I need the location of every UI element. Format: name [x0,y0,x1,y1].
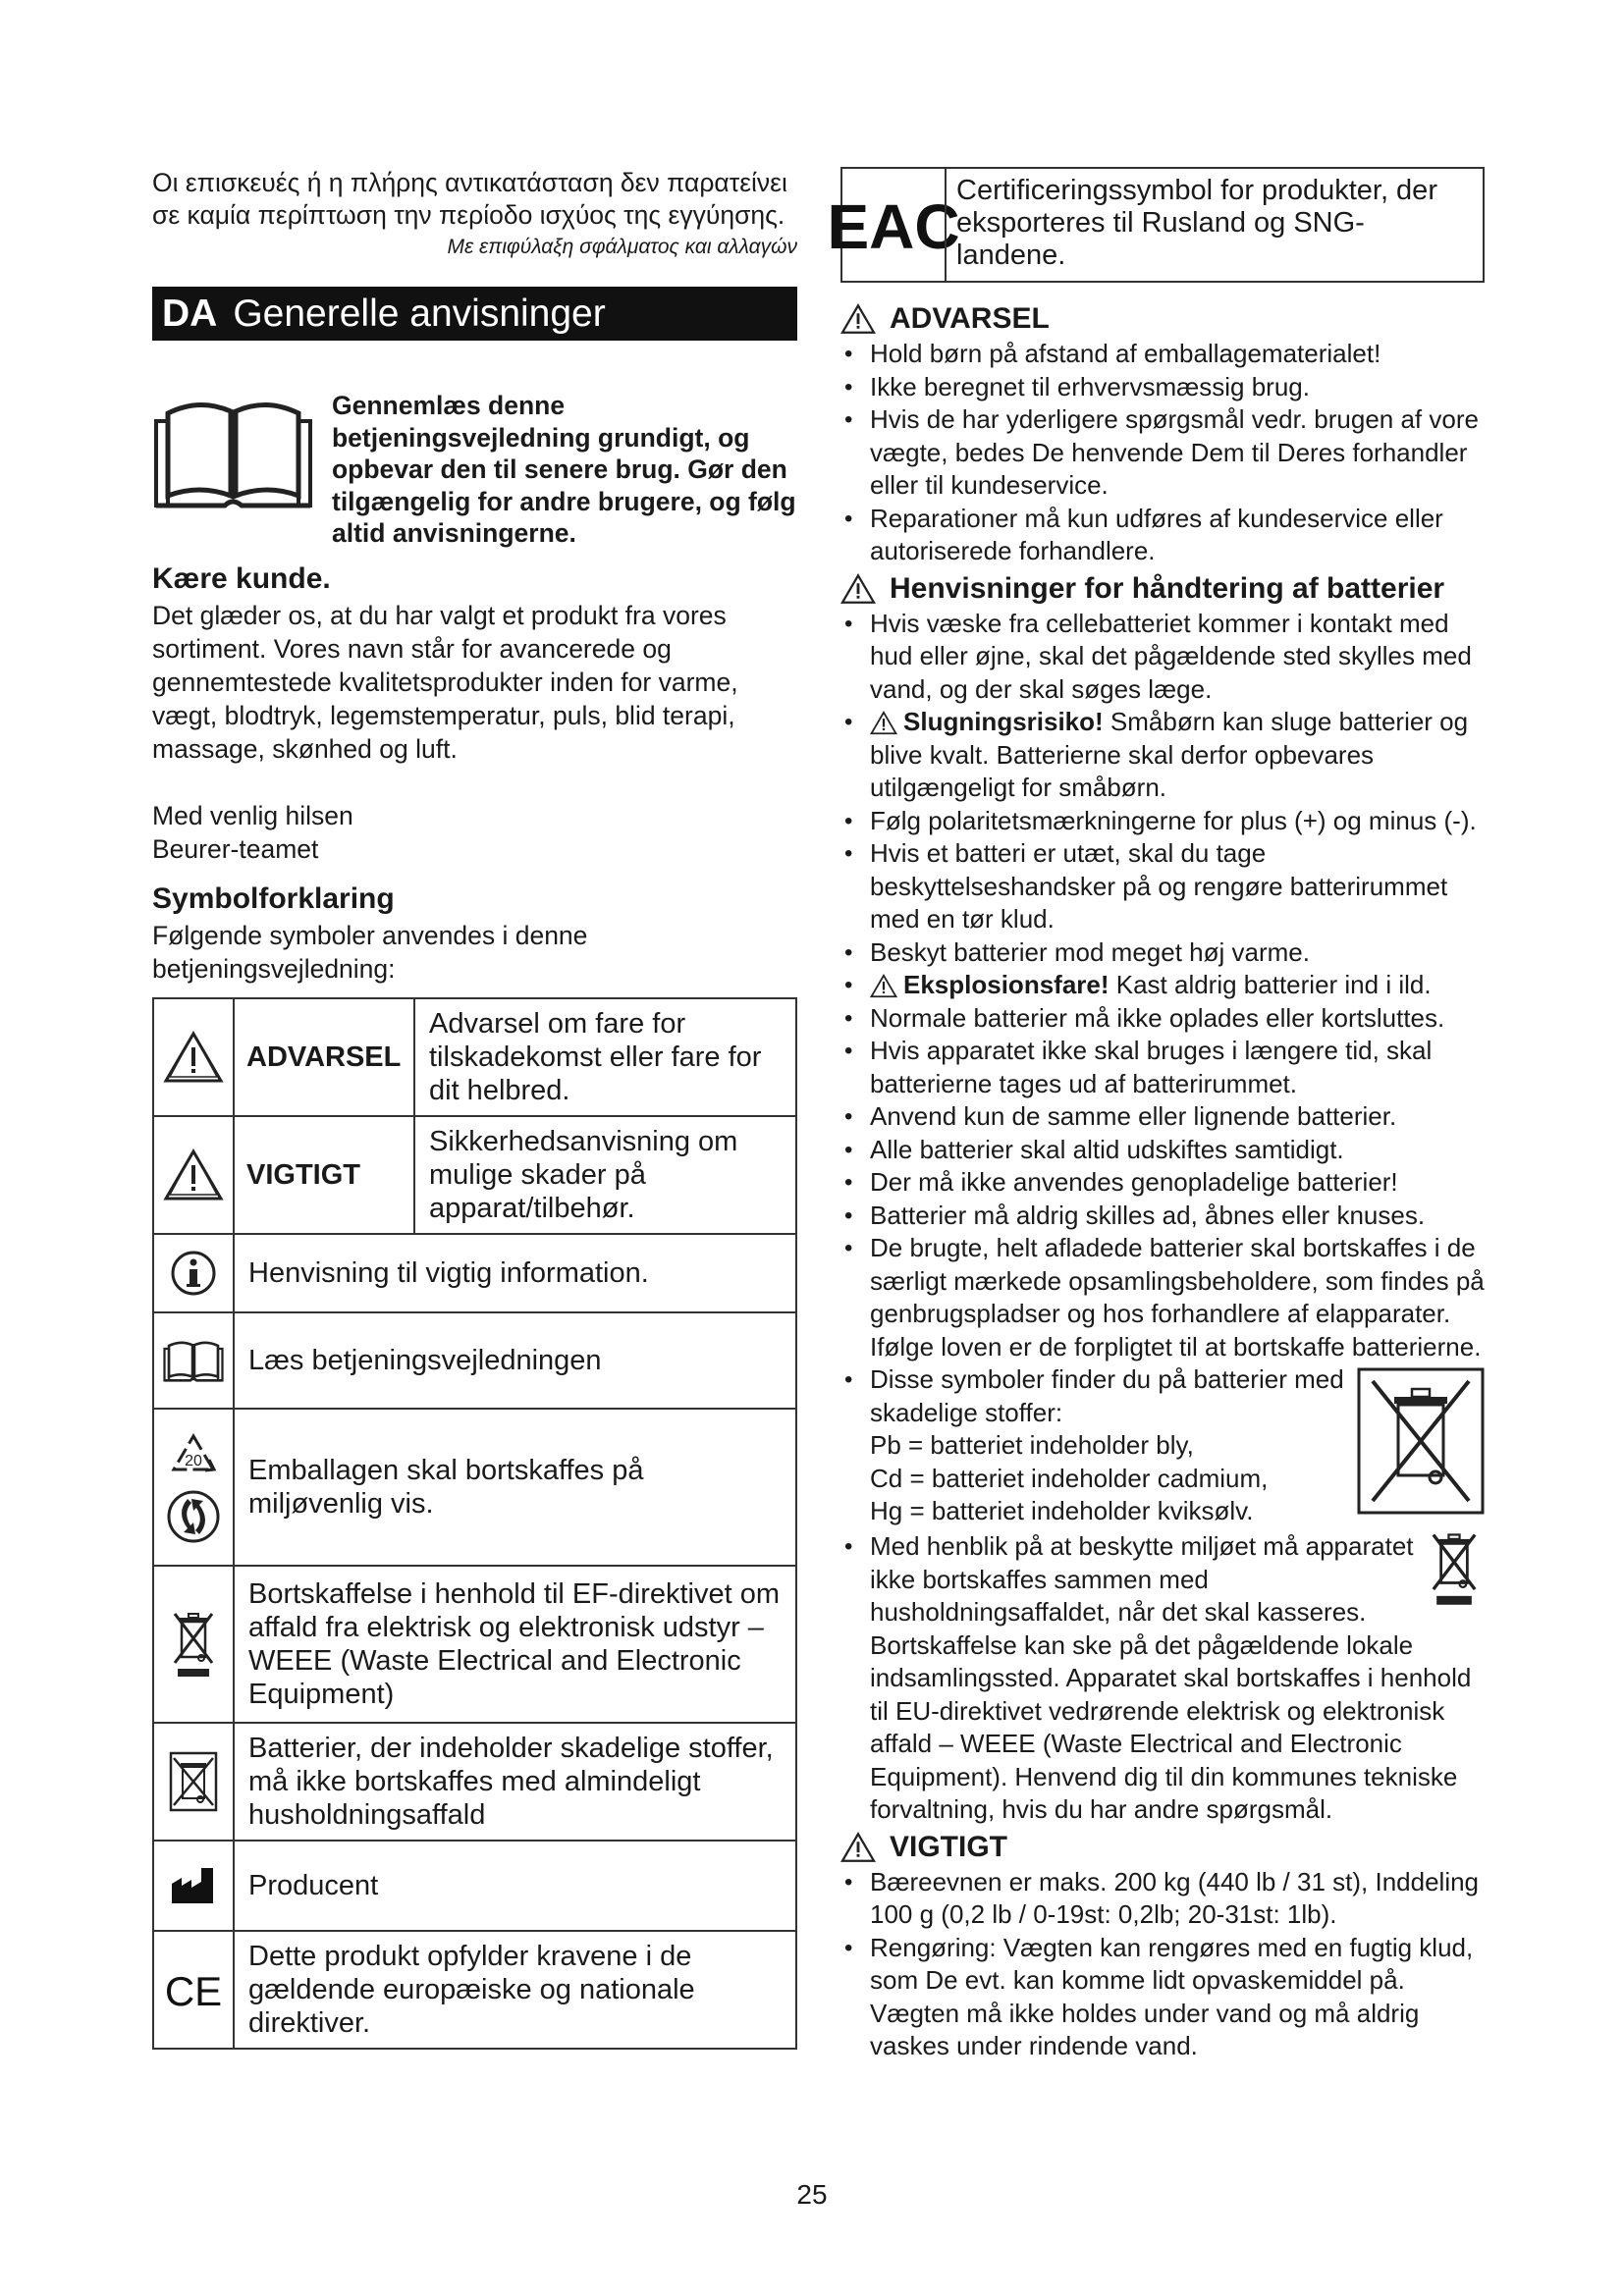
symbol-description: Producent [234,1841,796,1931]
eac-certification-box [827,167,1485,283]
important-heading [840,1829,1485,1866]
list-item: • Der må ikke anvendes genopladelige batterier! [840,1166,1485,1200]
table-row [153,1234,796,1312]
read-manual-book-icon [163,1336,224,1385]
warning-triangle-icon [870,974,897,998]
section-title: Generelle anvisninger [233,293,606,335]
important-list [840,1866,1485,2063]
important-heading-text: VIGTIGT [890,1830,1007,1863]
eac-mark-label: EAC [827,190,960,262]
eac-description: Certificeringssymbol for produkter, der eksporteres til Rusland og SNG-landene. [945,169,1483,281]
lead-symbol-text: Pb = batteriet indeholder bly, [870,1430,1194,1460]
explosion-risk-label: Eksplosionsfare! [903,970,1110,999]
list-item: • Bæreevnen er maks. 200 kg (440 lb / 31 st), Inddeling 100 g (0,2 lb / 0-19st: 0,2lb; 20-31st: 1lb). [840,1866,1485,1932]
greek-warranty-text: Οι επισκευές ή η πλήρης αντικατάσταση δεν παρατείνει σε καμία περίπτωση την περίοδο ισχύος της εγγύησης. [152,168,787,230]
warning-triangle-icon [840,303,876,335]
right-column [827,167,1485,2063]
ce-mark-label: CE [164,1967,223,2014]
hazard-symbols-intro: Disse symboler finder du på batterier med skadelige stoffer: [870,1364,1344,1427]
table-row [153,1841,796,1931]
list-item: • Batterier må aldrig skilles ad, åbnes eller knuses. [840,1200,1485,1233]
weee-crossed-bin-icon [172,1610,215,1679]
warning-triangle-icon [840,1832,876,1863]
table-row [153,1409,796,1566]
section-header [152,287,797,341]
intro-instruction: Gennemlæs denne betjeningsvejledning grundigt, og opbevar den til senere brug. Gør den tilgængelig for andre brugere, og følg altid anvisningerne. [332,391,796,548]
ce-mark-icon [162,1967,225,2014]
symbol-description: Læs betjeningsvejledningen [234,1312,796,1409]
eac-mark-icon [827,184,960,262]
info-icon [169,1249,218,1298]
list-item: • Hvis væske fra cellebatteriet kommer i kontakt med hud eller øjne, skal det pågældende sted skylles med vand, og der skal søges læge. [840,608,1485,707]
table-row [153,1116,796,1234]
warning-triangle-icon [840,573,876,605]
page-number: 25 [796,2179,828,2210]
warning-triangle-icon [163,1030,224,1085]
list-item: • Alle batterier skal altid udskiftes samtidigt. [840,1134,1485,1167]
manufacturer-icon [170,1866,217,1905]
symbol-description: Henvisning til vigtig information. [234,1234,796,1312]
warning-heading [840,300,1485,338]
cadmium-symbol-text: Cd = batteriet indeholder cadmium, [870,1463,1269,1493]
list-item: • Hold børn på afstand af emballagematerialet! [840,338,1485,371]
swallow-risk-label: Slugningsrisiko! [903,707,1104,736]
symbols-intro: Følgende symboler anvendes i denne betjeningsvejledning: [152,920,588,984]
battery-crossed-bin-icon [1357,1367,1485,1515]
symbol-description: Advarsel om fare for tilskadekomst eller fare for dit helbred. [414,998,796,1116]
weee-disposal-text: Med henblik på at beskytte miljøet må apparatet ikke bortskaffes sammen med husholdningsaffaldet, når det skal kasseres. Bortskaffelse kan ske på det pågældende lokale indsamlingssted. Apparatet skal bortskaffes i henhold til EU-direktivet vedrørende elektrisk og elektronisk affald – WEEE (Waste Electrical and Electronic Equipment). Henvend dig til din kommunes tekniske forvaltning, hvis du har andre spørgsmål. [870,1531,1472,1824]
symbol-description: Dette produkt opfylder kravene i de gældende europæiske og nationale direktiver. [234,1931,796,2049]
list-item: • Følg polaritetsmærkningerne for plus (+) og minus (-). [840,805,1485,838]
greeting-text: Det glæder os, at du har valgt et produkt fra vores sortiment. Vores navn står for avancerede og gennemtestede kvalitetsprodukter inden for varme, vægt, blodtryk, legemstemperatur, puls, blid terapi, massage, skønhed og luft. [152,600,738,764]
list-item: • Hvis et batteri er utæt, skal du tage beskyttelseshandsker på og rengøre batterirummet med en tør klud. [840,837,1485,936]
symbols-table [152,997,797,2050]
symbol-description: Batterier, der indeholder skadelige stoffer, må ikke bortskaffes med almindeligt husholdningsaffald [234,1723,796,1841]
list-item: • Hvis apparatet ikke skal bruges i længere tid, skal batterierne tages ud af batterirummet. [840,1035,1485,1100]
warning-triangle-icon [163,1148,224,1202]
swallow-risk-text: Småbørn kan sluge batterier og blive kvalt. Batterierne skal derfor opbevares utilgængeligt for småbørn. [870,707,1469,802]
list-item: • Hvis de har yderligere spørgsmål vedr. brugen af vore vægte, bedes De henvende Dem til Deres forhandler eller til kundeservice. [840,403,1485,503]
warning-heading-text: ADVARSEL [890,302,1050,335]
table-row [153,1723,796,1841]
read-manual-book-icon [152,394,314,511]
warning-list [840,338,1485,568]
list-item [840,969,1485,1002]
intro-block [152,390,797,550]
table-row [153,1931,796,2049]
greeting-heading: Kære kunde. [152,561,331,595]
green-dot-icon [166,1489,221,1544]
symbol-keyword: VIGTIGT [234,1116,414,1234]
battery-heading-text: Henvisninger for håndtering af batterier [890,571,1445,605]
list-item: • De brugte, helt afladede batterier skal bortskaffes i de særligt mærkede opsamlingsbeholdere, som findes på genbrugspladser og hos forhandlere af elapparater. Ifølge loven er de forpligtet til at bortskaffe batterierne. [840,1232,1485,1363]
list-item [840,1363,1485,1530]
symbol-description: Sikkerhedsanvisning om mulige skader på apparat/tilbehør. [414,1116,796,1234]
list-item: • Reparationer må kun udføres af kundeservice eller autoriserede forhandlere. [840,503,1485,568]
table-row [153,998,796,1116]
list-item: • Beskyt batterier mod meget høj varme. [840,936,1485,970]
list-item: • Anvend kun de samme eller lignende batterier. [840,1100,1485,1134]
recycling-20-icon [166,1430,221,1489]
battery-heading [840,570,1485,608]
battery-list [840,608,1485,1827]
symbols-heading: Symbolforklaring [152,881,395,915]
regards-text: Med venlig hilsen [152,800,353,830]
table-row [153,1312,796,1409]
symbol-description: Bortskaffelse i henhold til EF-direktivet om affald fra elektrisk og elektronisk udstyr – WEEE (Waste Electrical and Electronic Equipment) [234,1566,796,1723]
symbol-keyword: ADVARSEL [234,998,414,1116]
explosion-risk-text: Kast aldrig batterier ind i ild. [1109,970,1432,999]
battery-crossed-bin-icon [168,1750,219,1813]
symbol-description: Emballagen skal bortskaffes på miljøvenlig vis. [234,1409,796,1566]
table-row [153,1566,796,1723]
weee-crossed-bin-icon [1430,1530,1479,1607]
list-item: • Ikke beregnet til erhvervsmæssig brug. [840,371,1485,404]
greek-reservation-note: Με επιφύλαξη σφάλματος και αλλαγών [447,236,797,258]
list-item: • Normale batterier må ikke oplades eller kortsluttes. [840,1002,1485,1036]
left-column [152,167,797,2050]
list-item [840,706,1485,805]
warning-triangle-icon [870,711,897,735]
list-item: • Rengøring: Vægten kan rengøres med en fugtig klud, som De evt. kan komme lidt opvaskemiddel på. Vægten må ikke holdes under vand og må aldrig vaskes under rindende vand. [840,1932,1485,2063]
language-code: DA [162,293,218,335]
team-name: Beurer-teamet [152,833,319,864]
mercury-symbol-text: Hg = batteriet indeholder kviksølv. [870,1496,1254,1525]
recycling-code-label: 20 [185,1452,202,1469]
list-item [840,1530,1485,1827]
